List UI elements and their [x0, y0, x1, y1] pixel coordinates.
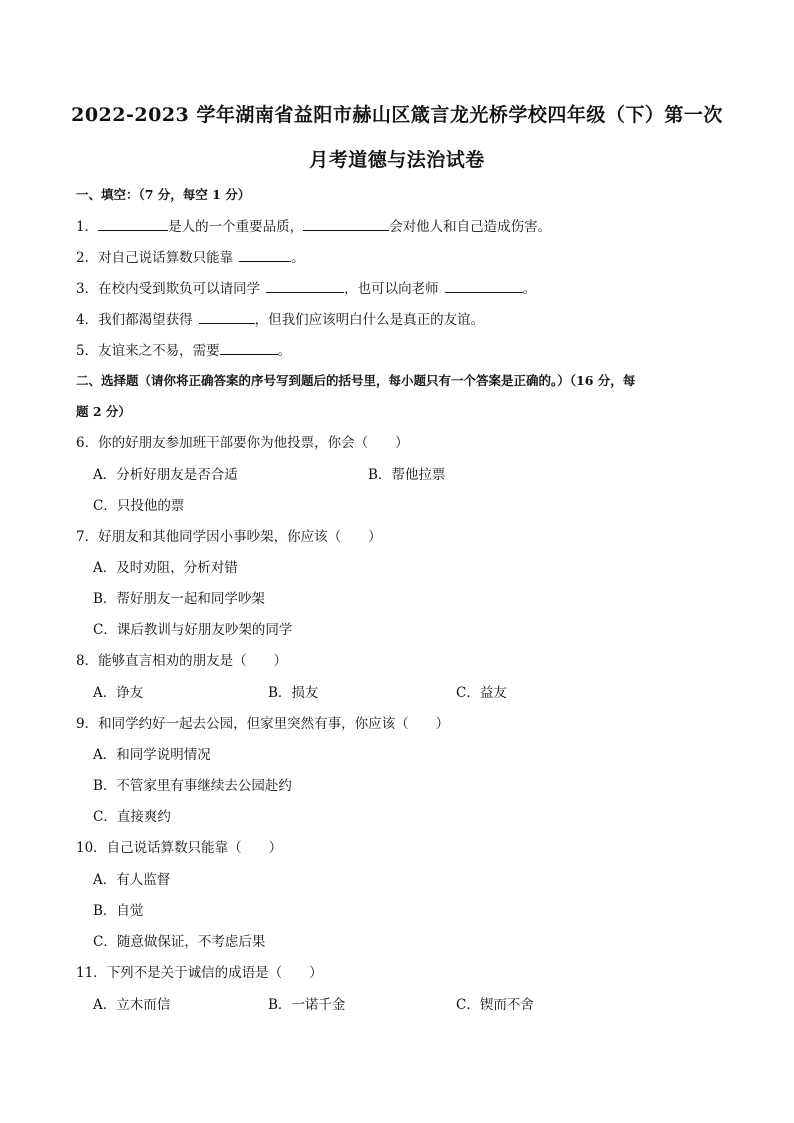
answer-blank[interactable]: [266, 279, 344, 293]
question-8-stem: 8．能够直言相劝的朋友是（ ）: [76, 653, 288, 669]
section2-heading-line2: 题 2 分）: [76, 404, 131, 419]
answer-blank[interactable]: [98, 217, 168, 231]
question-10-option-c[interactable]: C．随意做保证，不考虑后果: [93, 934, 266, 950]
question-number: 1．: [76, 219, 99, 235]
question-number: 2．: [76, 250, 99, 266]
answer-blank[interactable]: [199, 310, 255, 324]
question-text: ，但我们应该明白什么是真正的友谊。: [254, 312, 485, 328]
question-text: 。: [522, 281, 537, 297]
question-text: 是人的一个重要品质，: [168, 219, 304, 235]
question-9-option-c[interactable]: C．直接爽约: [93, 809, 171, 825]
question-8-option-c[interactable]: C．益友: [456, 685, 507, 701]
question-4: [76, 310, 484, 329]
question-8-option-a[interactable]: A．诤友: [93, 685, 144, 701]
exam-title-line1: 2022-2023 学年湖南省益阳市赫山区箴言龙光桥学校四年级（下）第一次: [71, 104, 723, 126]
exam-title-line2: 月考道德与法治试卷: [309, 149, 485, 171]
question-text: 友谊来之不易，需要: [98, 343, 220, 359]
question-1: [76, 217, 551, 236]
question-number: 5．: [76, 343, 99, 359]
question-10-stem: 10．自己说话算数只能靠（ ）: [76, 840, 283, 856]
question-10-option-a[interactable]: A．有人监督: [93, 872, 171, 888]
question-3: [76, 279, 536, 298]
question-text: 对自己说话算数只能靠: [98, 250, 234, 266]
question-9-option-a[interactable]: A．和同学说明情况: [93, 747, 211, 763]
question-text: 。: [291, 250, 305, 266]
question-2: [76, 248, 305, 267]
question-11-stem: 11．下列不是关于诚信的成语是（ ）: [76, 965, 323, 981]
answer-blank[interactable]: [445, 279, 523, 293]
question-7-option-b[interactable]: B．帮好朋友一起和同学吵架: [93, 591, 265, 607]
question-10-option-b[interactable]: B．自觉: [93, 903, 144, 919]
question-6-option-c[interactable]: C．只投他的票: [93, 498, 185, 514]
question-6-stem: 6．你的好朋友参加班干部要你为他投票，你会（ ）: [76, 435, 409, 451]
question-7-option-a[interactable]: A．及时劝阻，分析对错: [93, 560, 238, 576]
question-number: 3．: [76, 281, 99, 297]
question-9-option-b[interactable]: B．不管家里有事继续去公园赴约: [93, 778, 292, 794]
question-text: 。: [277, 343, 292, 359]
question-text: 我们都渴望获得: [98, 312, 193, 328]
question-11-option-a[interactable]: A．立木而信: [93, 997, 171, 1013]
question-text: ，也可以向老师: [344, 281, 439, 297]
question-5: [76, 341, 291, 360]
section2-heading-line1: 二、选择题（请你将正确答案的序号写到题后的括号里，每小题只有一个答案是正确的。）（16 分，每: [76, 373, 636, 388]
question-11-option-b[interactable]: B．一诺千金: [268, 997, 346, 1013]
answer-blank[interactable]: [220, 341, 278, 355]
section1-heading: 一、填空：（7 分，每空 1 分）: [76, 187, 251, 202]
question-text: 会对他人和自己造成伤害。: [389, 219, 552, 235]
question-number: 4．: [76, 312, 99, 328]
answer-blank[interactable]: [239, 248, 291, 262]
question-7-option-c[interactable]: C．课后教训与好朋友吵架的同学: [93, 622, 293, 638]
question-text: 在校内受到欺负可以请同学: [98, 281, 261, 297]
question-9-stem: 9．和同学约好一起去公园，但家里突然有事，你应该（ ）: [76, 716, 450, 732]
question-6-option-a[interactable]: A．分析好朋友是否合适: [93, 467, 238, 483]
question-6-option-b[interactable]: B．帮他拉票: [368, 467, 446, 483]
question-8-option-b[interactable]: B．损友: [268, 685, 319, 701]
answer-blank[interactable]: [303, 217, 389, 231]
question-11-option-c[interactable]: C．锲而不舍: [456, 997, 534, 1013]
question-7-stem: 7．好朋友和其他同学因小事吵架，你应该（ ）: [76, 529, 382, 545]
